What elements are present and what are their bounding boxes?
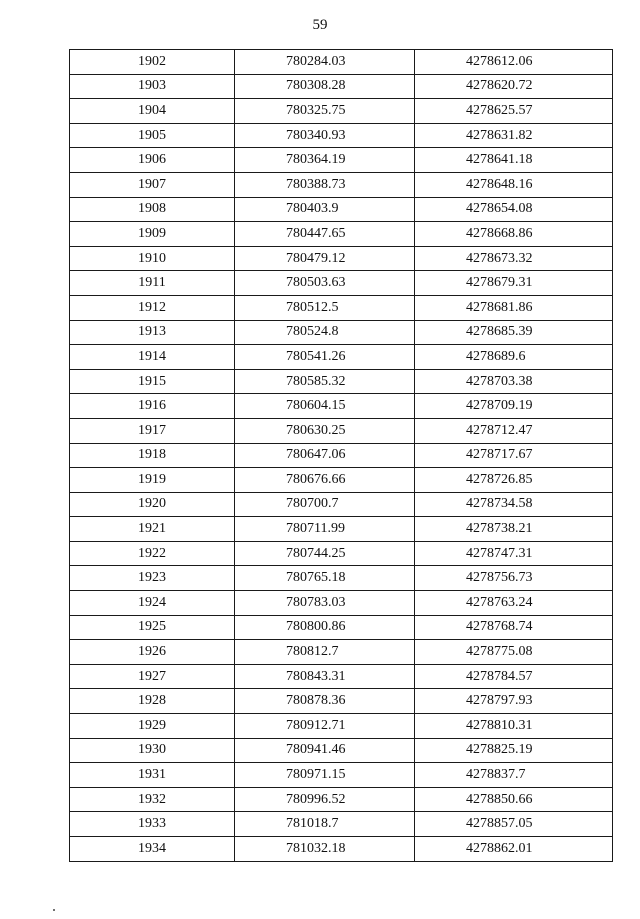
x-coordinate-cell: 780541.26 <box>235 345 415 370</box>
y-coordinate-cell: 4278703.38 <box>415 369 613 394</box>
table-row <box>70 148 613 173</box>
table-row <box>70 689 613 714</box>
table-row <box>70 468 613 493</box>
point-number-cell: 1930 <box>70 738 235 763</box>
point-number-cell: 1922 <box>70 541 235 566</box>
point-number-cell: 1934 <box>70 837 235 862</box>
x-coordinate-cell: 780700.7 <box>235 492 415 517</box>
table-row <box>70 837 613 862</box>
point-number-cell: 1909 <box>70 222 235 247</box>
x-coordinate-cell: 780447.65 <box>235 222 415 247</box>
table-row <box>70 345 613 370</box>
point-number-cell: 1905 <box>70 123 235 148</box>
y-coordinate-cell: 4278825.19 <box>415 738 613 763</box>
table-row <box>70 246 613 271</box>
table-row <box>70 738 613 763</box>
table-row <box>70 197 613 222</box>
y-coordinate-cell: 4278685.39 <box>415 320 613 345</box>
y-coordinate-cell: 4278734.58 <box>415 492 613 517</box>
y-coordinate-cell: 4278857.05 <box>415 812 613 837</box>
x-coordinate-cell: 780912.71 <box>235 714 415 739</box>
table-row <box>70 369 613 394</box>
x-coordinate-cell: 780284.03 <box>235 50 415 75</box>
point-number-cell: 1919 <box>70 468 235 493</box>
point-number-cell: 1915 <box>70 369 235 394</box>
point-number-cell: 1925 <box>70 615 235 640</box>
point-number-cell: 1918 <box>70 443 235 468</box>
x-coordinate-cell: 780941.46 <box>235 738 415 763</box>
table-row <box>70 812 613 837</box>
x-coordinate-cell: 780364.19 <box>235 148 415 173</box>
y-coordinate-cell: 4278756.73 <box>415 566 613 591</box>
y-coordinate-cell: 4278810.31 <box>415 714 613 739</box>
point-number-cell: 1911 <box>70 271 235 296</box>
x-coordinate-cell: 780676.66 <box>235 468 415 493</box>
x-coordinate-cell: 780800.86 <box>235 615 415 640</box>
table-row <box>70 123 613 148</box>
table-row <box>70 591 613 616</box>
y-coordinate-cell: 4278668.86 <box>415 222 613 247</box>
table-row <box>70 615 613 640</box>
point-number-cell: 1924 <box>70 591 235 616</box>
point-number-cell: 1903 <box>70 74 235 99</box>
point-number-cell: 1921 <box>70 517 235 542</box>
coordinates-table-body <box>70 50 613 862</box>
table-row <box>70 99 613 124</box>
table-row <box>70 50 613 75</box>
y-coordinate-cell: 4278747.31 <box>415 541 613 566</box>
x-coordinate-cell: 780524.8 <box>235 320 415 345</box>
y-coordinate-cell: 4278712.47 <box>415 418 613 443</box>
y-coordinate-cell: 4278673.32 <box>415 246 613 271</box>
point-number-cell: 1912 <box>70 295 235 320</box>
y-coordinate-cell: 4278768.74 <box>415 615 613 640</box>
table-row <box>70 714 613 739</box>
y-coordinate-cell: 4278681.86 <box>415 295 613 320</box>
point-number-cell: 1927 <box>70 664 235 689</box>
point-number-cell: 1906 <box>70 148 235 173</box>
point-number-cell: 1904 <box>70 99 235 124</box>
x-coordinate-cell: 780479.12 <box>235 246 415 271</box>
x-coordinate-cell: 780711.99 <box>235 517 415 542</box>
point-number-cell: 1926 <box>70 640 235 665</box>
table-row <box>70 640 613 665</box>
point-number-cell: 1928 <box>70 689 235 714</box>
x-coordinate-cell: 780403.9 <box>235 197 415 222</box>
table-row <box>70 394 613 419</box>
y-coordinate-cell: 4278717.67 <box>415 443 613 468</box>
table-row <box>70 172 613 197</box>
point-number-cell: 1902 <box>70 50 235 75</box>
y-coordinate-cell: 4278738.21 <box>415 517 613 542</box>
x-coordinate-cell: 780308.28 <box>235 74 415 99</box>
table-row <box>70 271 613 296</box>
x-coordinate-cell: 780971.15 <box>235 763 415 788</box>
table-row <box>70 418 613 443</box>
x-coordinate-cell: 781018.7 <box>235 812 415 837</box>
y-coordinate-cell: 4278654.08 <box>415 197 613 222</box>
y-coordinate-cell: 4278679.31 <box>415 271 613 296</box>
y-coordinate-cell: 4278620.72 <box>415 74 613 99</box>
y-coordinate-cell: 4278784.57 <box>415 664 613 689</box>
y-coordinate-cell: 4278631.82 <box>415 123 613 148</box>
x-coordinate-cell: 780512.5 <box>235 295 415 320</box>
table-row <box>70 541 613 566</box>
point-number-cell: 1908 <box>70 197 235 222</box>
table-row <box>70 320 613 345</box>
scan-speck <box>53 909 55 911</box>
table-row <box>70 222 613 247</box>
table-row <box>70 763 613 788</box>
point-number-cell: 1931 <box>70 763 235 788</box>
table-row <box>70 517 613 542</box>
y-coordinate-cell: 4278641.18 <box>415 148 613 173</box>
x-coordinate-cell: 780812.7 <box>235 640 415 665</box>
x-coordinate-cell: 780843.31 <box>235 664 415 689</box>
x-coordinate-cell: 780630.25 <box>235 418 415 443</box>
point-number-cell: 1910 <box>70 246 235 271</box>
point-number-cell: 1923 <box>70 566 235 591</box>
x-coordinate-cell: 780744.25 <box>235 541 415 566</box>
point-number-cell: 1914 <box>70 345 235 370</box>
point-number-cell: 1929 <box>70 714 235 739</box>
y-coordinate-cell: 4278837.7 <box>415 763 613 788</box>
table-row <box>70 787 613 812</box>
point-number-cell: 1913 <box>70 320 235 345</box>
x-coordinate-cell: 780996.52 <box>235 787 415 812</box>
x-coordinate-cell: 780340.93 <box>235 123 415 148</box>
table-row <box>70 492 613 517</box>
point-number-cell: 1920 <box>70 492 235 517</box>
y-coordinate-cell: 4278763.24 <box>415 591 613 616</box>
point-number-cell: 1932 <box>70 787 235 812</box>
x-coordinate-cell: 780585.32 <box>235 369 415 394</box>
y-coordinate-cell: 4278689.6 <box>415 345 613 370</box>
point-number-cell: 1933 <box>70 812 235 837</box>
x-coordinate-cell: 780647.06 <box>235 443 415 468</box>
y-coordinate-cell: 4278648.16 <box>415 172 613 197</box>
y-coordinate-cell: 4278850.66 <box>415 787 613 812</box>
point-number-cell: 1916 <box>70 394 235 419</box>
x-coordinate-cell: 780503.63 <box>235 271 415 296</box>
table-row <box>70 664 613 689</box>
page-number: 59 <box>312 17 328 33</box>
y-coordinate-cell: 4278775.08 <box>415 640 613 665</box>
point-number-cell: 1907 <box>70 172 235 197</box>
y-coordinate-cell: 4278862.01 <box>415 837 613 862</box>
x-coordinate-cell: 780604.15 <box>235 394 415 419</box>
point-number-cell: 1917 <box>70 418 235 443</box>
y-coordinate-cell: 4278709.19 <box>415 394 613 419</box>
x-coordinate-cell: 780783.03 <box>235 591 415 616</box>
x-coordinate-cell: 780878.36 <box>235 689 415 714</box>
y-coordinate-cell: 4278612.06 <box>415 50 613 75</box>
y-coordinate-cell: 4278625.57 <box>415 99 613 124</box>
x-coordinate-cell: 780325.75 <box>235 99 415 124</box>
y-coordinate-cell: 4278797.93 <box>415 689 613 714</box>
y-coordinate-cell: 4278726.85 <box>415 468 613 493</box>
x-coordinate-cell: 780388.73 <box>235 172 415 197</box>
table-row <box>70 74 613 99</box>
table-row <box>70 443 613 468</box>
x-coordinate-cell: 780765.18 <box>235 566 415 591</box>
table-row <box>70 566 613 591</box>
table-row <box>70 295 613 320</box>
x-coordinate-cell: 781032.18 <box>235 837 415 862</box>
coordinates-table <box>69 49 613 862</box>
